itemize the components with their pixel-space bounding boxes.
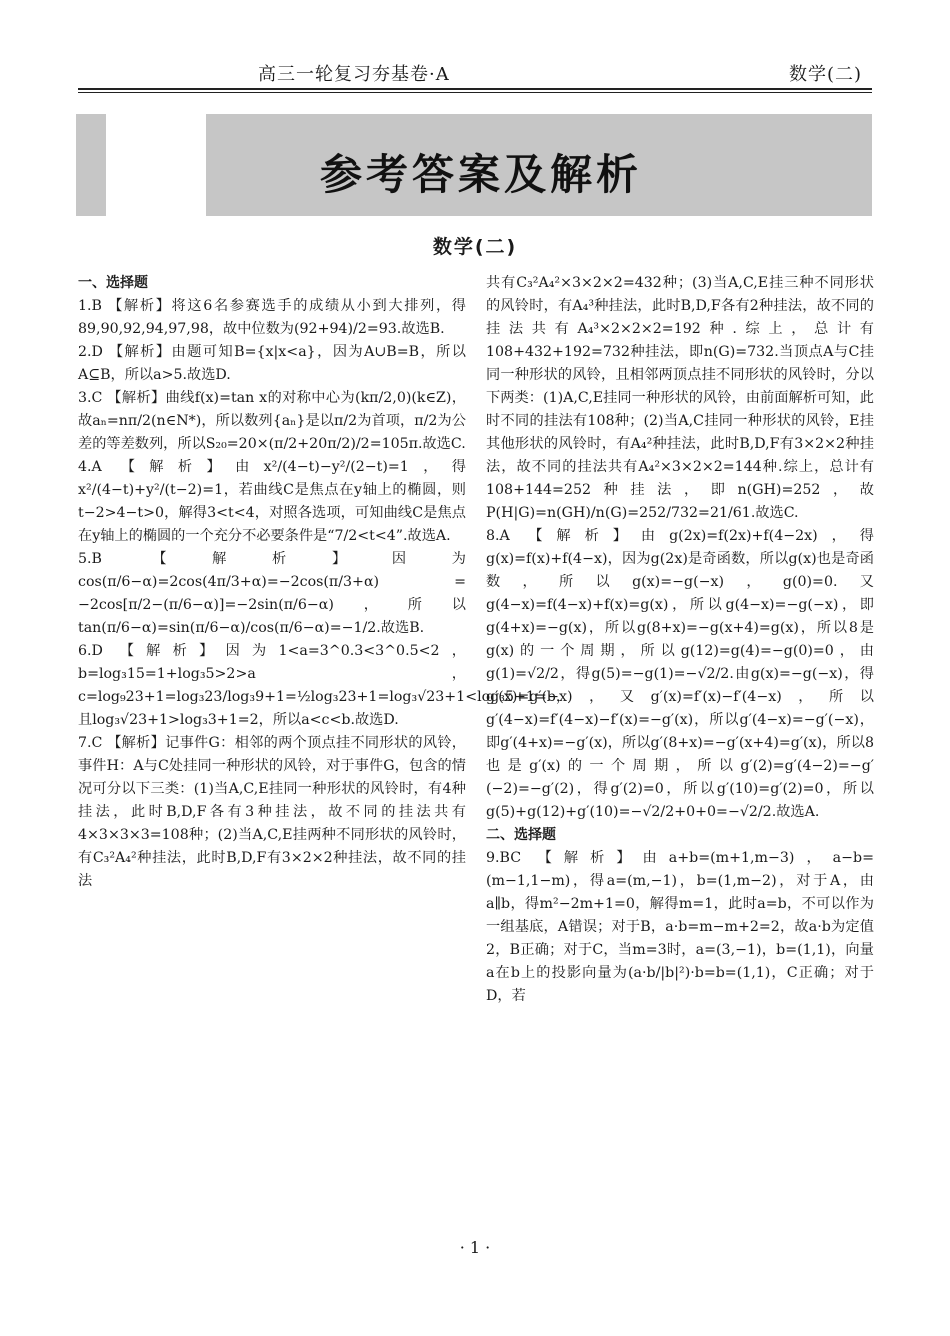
section-heading: 二、选择题 xyxy=(486,827,556,843)
banner-white-block xyxy=(106,114,206,216)
answer-item: 4.A 【解析】由x²/(4−t)−y²/(2−t)=1，得x²/(4−t)+y²/(t−2)=1，若曲线C是焦点在y轴上的椭圆，则t−2>4−t>0，解得3<t<4，对照各选项，可知曲线C是焦点在y轴上的椭圆的一个充分不必要条件是“7/2<t<4”.故选A. xyxy=(78,459,466,544)
page-header xyxy=(78,58,872,88)
answer-item: 5.B 【解析】因为cos(π/6−α)=2cos(4π/3+α)=−2cos(π/3+α) = −2cos[π/2−(π/6−α)]=−2sin(π/6−α)，所以tan(π/6−α)=sin(π/6−α)/cos(π/6−α)=−1/2.故选B. xyxy=(78,551,466,636)
section-subtitle: 数学(二) xyxy=(432,236,518,258)
section-heading: 一、选择题 xyxy=(78,275,148,291)
answer-item: 9.BC 【解析】由a+b=(m+1,m−3)，a−b=(m−1,1−m)，得a=(m,−1)，b=(1,m−2)，对于A，由a∥b，得m²−2m+1=0，解得m=1，此时a=b，不可以作为一组基底，A错误；对于B，a·b=m−m+2=2，故a·b为定值2，B正确；对于C，当m=3时，a=(3,−1)，b=(1,1)，向量a在b上的投影向量为(a·b/|b|²)·b=b=(1,1)，C正确；对于D，若 xyxy=(486,850,874,1004)
page-number: · 1 · xyxy=(459,1238,491,1257)
answer-item: 6.D 【解析】因为1<a=3^0.3<3^0.5<2，b=log₃15=1+log₃5>2>a，c=log₉23+1=log₃23/log₃9+1=½log₃23+1=log₃√23+1<log₃5+1=b，且log₃√23+1>log₃3+1=2，所以a<c<b.故选D. xyxy=(78,643,571,728)
answer-item: 3.C 【解析】曲线f(x)=tan x的对称中心为(kπ/2,0)(k∈Z)，故aₙ=nπ/2(n∈N*)，所以数列{aₙ}是以π/2为首项，π/2为公差的等差数列，所以S₂₀=20×(π/2+20π/2)/2=105π.故选C. xyxy=(78,390,466,452)
header-rule-thin xyxy=(78,92,872,93)
answer-item: 2.D 【解析】由题可知B={x|x<a}，因为A∪B=B，所以A⊆B，所以a>5.故选D. xyxy=(78,344,466,383)
header-title: 高三一轮复习夯基卷·A xyxy=(258,64,450,85)
header-rule-thick xyxy=(78,88,872,90)
answer-item: 7.C 【解析】记事件G：相邻的两个顶点挂不同形状的风铃，事件H：A与C处挂同一种形状的风铃，对于事件G，包含的情况可分以下三类：(1)当A,C,E挂同一种形状的风铃时，有4种挂法，此时B,D,F各有3种挂法，故不同的挂法共有4×3×3×3=108种；(2)当A,C,E挂两种不同形状的风铃时，有C₃²A₄²种挂法，此时B,D,F有3×2×2种挂法，故不同的挂法 xyxy=(78,735,466,889)
banner-title: 参考答案及解析 xyxy=(320,150,643,199)
answer-item: 共有C₃²A₄²×3×2×2=432种；(3)当A,C,E挂三种不同形状的风铃时，有A₄³种挂法，此时B,D,F各有2种挂法，故不同的挂法共有A₄³×2×2×2=192种.综上，总计有108+432+192=732种挂法，即n(G)=732.当顶点A与C挂同一种形状的风铃，且相邻两顶点挂不同形状的风铃时，分以下两类：(1)A,C,E挂同一种形状的风铃，由前面解析可知，此时不同的挂法有108种；(2)当A,C挂同一种形状的风铃，E挂其他形状的风铃时，有A₄²种挂法，此时B,D,F有3×2×2种挂法，故不同的挂法共有A₄²×3×2×2=144种.综上，总计有108+144=252种挂法，即n(GH)=252，故P(H|G)=n(GH)/n(G)=252/732=21/61.故选C. xyxy=(486,275,874,521)
right-column xyxy=(486,272,874,1008)
title-banner xyxy=(76,114,872,216)
answer-item: 1.B 【解析】将这6名参赛选手的成绩从小到大排列，得89,90,92,94,97,98，故中位数为(92+94)/2=93.故选B. xyxy=(78,298,466,337)
header-subject: 数学(二) xyxy=(788,64,862,85)
answer-item: 8.A 【解析】由g(2x)=f(2x)+f(4−2x)，得g(x)=f(x)+f(4−x)，因为g(2x)是奇函数，所以g(x)也是奇函数，所以g(x)=−g(−x)，g(0)=0.又g(4−x)=f(4−x)+f(x)=g(x)，所以g(4−x)=−g(−x)，即g(4+x)=−g(x)，所以g(8+x)=−g(x+4)=g(x)，所以8是g(x)的一个周期，所以g(12)=g(4)=−g(0)=0，由g(1)=√2/2，得g(5)=−g(1)=−√2/2.由g(x)=−g(−x)，得g′(x)=g′(−x)，又g′(x)=f′(x)−f′(4−x)，所以g′(4−x)=f′(4−x)−f′(x)=−g′(x)，所以g′(4−x)=−g′(−x)，即g′(4+x)=−g′(x)，所以g′(8+x)=−g′(x+4)=g′(x)，所以8也是g′(x)的一个周期，所以g′(2)=g′(4−2)=−g′(−2)=−g′(2)，得g′(2)=0，所以g′(10)=g′(2)=0，所以g(5)+g(12)+g′(10)=−√2/2+0+0=−√2/2.故选A. xyxy=(486,528,874,820)
